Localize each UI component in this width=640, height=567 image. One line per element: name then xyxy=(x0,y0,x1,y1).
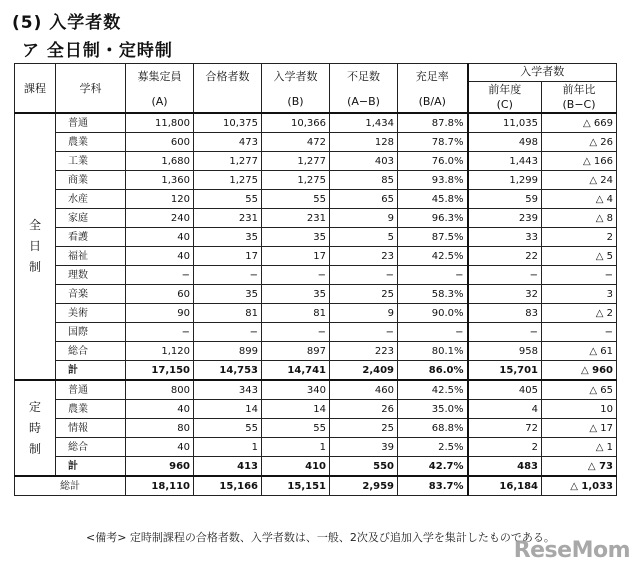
prev-year-cell: 32 xyxy=(468,285,542,304)
passed-cell: 14,753 xyxy=(194,361,262,381)
total-row xyxy=(15,457,617,477)
enrolled-cell: 14,741 xyxy=(262,361,330,381)
table-row xyxy=(15,113,617,133)
shortfall-cell: 65 xyxy=(330,190,398,209)
header-yoy: 前年比 (B−C) xyxy=(542,82,617,114)
subject-cell: 情報 xyxy=(56,419,126,438)
fill-rate-cell: 68.8% xyxy=(398,419,468,438)
passed-cell: 55 xyxy=(194,419,262,438)
quota-cell: 80 xyxy=(126,419,194,438)
table-row xyxy=(15,342,617,361)
table-row xyxy=(15,419,617,438)
subject-cell: 計 xyxy=(56,457,126,477)
quota-cell: 40 xyxy=(126,228,194,247)
table-row xyxy=(15,152,617,171)
passed-cell: 35 xyxy=(194,228,262,247)
shortfall-cell: 1,434 xyxy=(330,113,398,133)
enrolled-cell: 17 xyxy=(262,247,330,266)
passed-cell: 81 xyxy=(194,304,262,323)
prev-year-cell: 405 xyxy=(468,380,542,400)
subject-cell: 農業 xyxy=(56,133,126,152)
shortfall-cell: 223 xyxy=(330,342,398,361)
fill-rate-cell: 80.1% xyxy=(398,342,468,361)
enrolled-cell: 1,277 xyxy=(262,152,330,171)
fill-rate-cell: 83.7% xyxy=(398,476,468,496)
prev-year-cell: 83 xyxy=(468,304,542,323)
yoy-cell: △ 65 xyxy=(542,380,617,400)
shortfall-cell: 403 xyxy=(330,152,398,171)
yoy-cell: △ 17 xyxy=(542,419,617,438)
enrolled-cell: 231 xyxy=(262,209,330,228)
prev-year-cell: 498 xyxy=(468,133,542,152)
enrolled-cell: − xyxy=(262,266,330,285)
passed-cell: 1 xyxy=(194,438,262,457)
enrolled-cell: 410 xyxy=(262,457,330,477)
quota-cell: 18,110 xyxy=(126,476,194,496)
fill-rate-cell: 87.8% xyxy=(398,113,468,133)
course-char: 定 xyxy=(28,399,41,414)
prev-year-cell: − xyxy=(468,323,542,342)
header-row-1 xyxy=(15,64,617,82)
prev-year-cell: 15,701 xyxy=(468,361,542,381)
passed-cell: − xyxy=(194,323,262,342)
subject-cell: 福祉 xyxy=(56,247,126,266)
prev-year-cell: 1,443 xyxy=(468,152,542,171)
quota-cell: 1,120 xyxy=(126,342,194,361)
enrolled-cell: 55 xyxy=(262,190,330,209)
quota-cell: 60 xyxy=(126,285,194,304)
shortfall-cell: 26 xyxy=(330,400,398,419)
shortfall-cell: 550 xyxy=(330,457,398,477)
fill-rate-cell: 35.0% xyxy=(398,400,468,419)
yoy-cell: 2 xyxy=(542,228,617,247)
table-row xyxy=(15,438,617,457)
table-row xyxy=(15,323,617,342)
table-row xyxy=(15,209,617,228)
passed-cell: 343 xyxy=(194,380,262,400)
enrolled-cell: 55 xyxy=(262,419,330,438)
passed-cell: 14 xyxy=(194,400,262,419)
table-row xyxy=(15,380,617,400)
enrolled-cell: 35 xyxy=(262,228,330,247)
enrolled-cell: 1,275 xyxy=(262,171,330,190)
enrolled-cell: 340 xyxy=(262,380,330,400)
passed-cell: − xyxy=(194,266,262,285)
subject-cell: 総合 xyxy=(56,438,126,457)
course-char: 制 xyxy=(28,441,41,456)
header-fill-rate: 充足率 (B/A) xyxy=(398,64,468,114)
subject-cell: 普通 xyxy=(56,380,126,400)
shortfall-cell: 2,959 xyxy=(330,476,398,496)
course-cell xyxy=(15,380,56,476)
grand-total-label: 総計 xyxy=(15,476,126,496)
prev-year-cell: 958 xyxy=(468,342,542,361)
shortfall-cell: 128 xyxy=(330,133,398,152)
course-char: 時 xyxy=(28,420,41,435)
prev-year-cell: 72 xyxy=(468,419,542,438)
fill-rate-cell: 42.5% xyxy=(398,247,468,266)
subject-cell: 商業 xyxy=(56,171,126,190)
quota-cell: 1,680 xyxy=(126,152,194,171)
fill-rate-cell: 76.0% xyxy=(398,152,468,171)
shortfall-cell: 23 xyxy=(330,247,398,266)
yoy-cell: △ 8 xyxy=(542,209,617,228)
yoy-cell: △ 5 xyxy=(542,247,617,266)
table-row xyxy=(15,266,617,285)
shortfall-cell: − xyxy=(330,266,398,285)
quota-cell: 240 xyxy=(126,209,194,228)
yoy-cell: △ 73 xyxy=(542,457,617,477)
passed-cell: 899 xyxy=(194,342,262,361)
table-row xyxy=(15,247,617,266)
table-row xyxy=(15,171,617,190)
header-passed: 合格者数 xyxy=(194,64,262,114)
quota-cell: 90 xyxy=(126,304,194,323)
quota-cell: 1,360 xyxy=(126,171,194,190)
enrolled-cell: 472 xyxy=(262,133,330,152)
fill-rate-cell: 42.5% xyxy=(398,380,468,400)
passed-cell: 231 xyxy=(194,209,262,228)
shortfall-cell: 5 xyxy=(330,228,398,247)
passed-cell: 10,375 xyxy=(194,113,262,133)
table-row xyxy=(15,285,617,304)
fill-rate-cell: − xyxy=(398,323,468,342)
passed-cell: 55 xyxy=(194,190,262,209)
subject-cell: 国際 xyxy=(56,323,126,342)
enrollment-table xyxy=(14,63,617,496)
course-char: 日 xyxy=(28,239,41,253)
prev-year-cell: 239 xyxy=(468,209,542,228)
yoy-cell: △ 166 xyxy=(542,152,617,171)
subject-cell: 工業 xyxy=(56,152,126,171)
prev-year-cell: 483 xyxy=(468,457,542,477)
enrolled-cell: 1 xyxy=(262,438,330,457)
fill-rate-cell: 2.5% xyxy=(398,438,468,457)
quota-cell: 960 xyxy=(126,457,194,477)
passed-cell: 15,166 xyxy=(194,476,262,496)
table-row xyxy=(15,304,617,323)
header-enrolled: 入学者数 (B) xyxy=(262,64,330,114)
subject-cell: 計 xyxy=(56,361,126,381)
header-enrolled-group: 入学者数 xyxy=(468,64,617,82)
quota-cell: 17,150 xyxy=(126,361,194,381)
fill-rate-cell: 87.5% xyxy=(398,228,468,247)
subject-cell: 農業 xyxy=(56,400,126,419)
fill-rate-cell: 93.8% xyxy=(398,171,468,190)
passed-cell: 413 xyxy=(194,457,262,477)
header-subject: 学科 xyxy=(56,64,126,114)
total-row xyxy=(15,361,617,381)
yoy-cell: 10 xyxy=(542,400,617,419)
passed-cell: 17 xyxy=(194,247,262,266)
fill-rate-cell: 96.3% xyxy=(398,209,468,228)
fill-rate-cell: 90.0% xyxy=(398,304,468,323)
passed-cell: 35 xyxy=(194,285,262,304)
prev-year-cell: 22 xyxy=(468,247,542,266)
table-row xyxy=(15,400,617,419)
subject-cell: 看護 xyxy=(56,228,126,247)
yoy-cell: △ 669 xyxy=(542,113,617,133)
fill-rate-cell: 58.3% xyxy=(398,285,468,304)
subject-cell: 家庭 xyxy=(56,209,126,228)
fill-rate-cell: 42.7% xyxy=(398,457,468,477)
prev-year-cell: 4 xyxy=(468,400,542,419)
subject-cell: 音楽 xyxy=(56,285,126,304)
section-heading: (5) 入学者数 xyxy=(12,13,122,33)
quota-cell: 40 xyxy=(126,247,194,266)
fill-rate-cell: 86.0% xyxy=(398,361,468,381)
course-cell xyxy=(15,113,56,380)
quota-cell: 600 xyxy=(126,133,194,152)
passed-cell: 473 xyxy=(194,133,262,152)
subject-cell: 普通 xyxy=(56,113,126,133)
enrolled-cell: 10,366 xyxy=(262,113,330,133)
subject-cell: 理数 xyxy=(56,266,126,285)
yoy-cell: △ 61 xyxy=(542,342,617,361)
yoy-cell: △ 1,033 xyxy=(542,476,617,496)
enrolled-cell: 14 xyxy=(262,400,330,419)
yoy-cell: − xyxy=(542,266,617,285)
enrolled-cell: − xyxy=(262,323,330,342)
quota-cell: 11,800 xyxy=(126,113,194,133)
yoy-cell: △ 2 xyxy=(542,304,617,323)
table-row xyxy=(15,133,617,152)
remarks-note: <備考> 定時制課程の合格者数、入学者数は、一般、2次及び追加入学を集計したものである。 xyxy=(86,531,555,544)
quota-cell: 800 xyxy=(126,380,194,400)
subject-cell: 総合 xyxy=(56,342,126,361)
shortfall-cell: 39 xyxy=(330,438,398,457)
shortfall-cell: 85 xyxy=(330,171,398,190)
header-course: 課程 xyxy=(15,64,56,114)
quota-cell: 40 xyxy=(126,438,194,457)
passed-cell: 1,275 xyxy=(194,171,262,190)
shortfall-cell: − xyxy=(330,323,398,342)
fill-rate-cell: 45.8% xyxy=(398,190,468,209)
header-quota: 募集定員 (A) xyxy=(126,64,194,114)
shortfall-cell: 9 xyxy=(330,209,398,228)
quota-cell: 120 xyxy=(126,190,194,209)
shortfall-cell: 25 xyxy=(330,285,398,304)
table-row xyxy=(15,228,617,247)
yoy-cell: 3 xyxy=(542,285,617,304)
subject-cell: 水産 xyxy=(56,190,126,209)
yoy-cell: △ 1 xyxy=(542,438,617,457)
shortfall-cell: 25 xyxy=(330,419,398,438)
watermark-logo: ReseMom xyxy=(513,538,630,563)
fill-rate-cell: − xyxy=(398,266,468,285)
fill-rate-cell: 78.7% xyxy=(398,133,468,152)
shortfall-cell: 9 xyxy=(330,304,398,323)
grand-total-row xyxy=(15,476,617,496)
prev-year-cell: 11,035 xyxy=(468,113,542,133)
prev-year-cell: 33 xyxy=(468,228,542,247)
table-row xyxy=(15,190,617,209)
prev-year-cell: 2 xyxy=(468,438,542,457)
quota-cell: − xyxy=(126,323,194,342)
enrolled-cell: 897 xyxy=(262,342,330,361)
course-char: 全 xyxy=(28,218,41,232)
yoy-cell: △ 4 xyxy=(542,190,617,209)
enrolled-cell: 35 xyxy=(262,285,330,304)
yoy-cell: △ 24 xyxy=(542,171,617,190)
enrolled-cell: 81 xyxy=(262,304,330,323)
header-shortfall: 不足数 (A−B) xyxy=(330,64,398,114)
yoy-cell: △ 960 xyxy=(542,361,617,381)
prev-year-cell: 16,184 xyxy=(468,476,542,496)
quota-cell: 40 xyxy=(126,400,194,419)
prev-year-cell: − xyxy=(468,266,542,285)
header-prev-year: 前年度 (C) xyxy=(468,82,542,114)
course-char: 制 xyxy=(28,260,41,274)
shortfall-cell: 2,409 xyxy=(330,361,398,381)
subsection-heading: ア 全日制・定時制 xyxy=(22,41,173,61)
yoy-cell: △ 26 xyxy=(542,133,617,152)
prev-year-cell: 59 xyxy=(468,190,542,209)
passed-cell: 1,277 xyxy=(194,152,262,171)
subject-cell: 美術 xyxy=(56,304,126,323)
shortfall-cell: 460 xyxy=(330,380,398,400)
prev-year-cell: 1,299 xyxy=(468,171,542,190)
yoy-cell: − xyxy=(542,323,617,342)
enrolled-cell: 15,151 xyxy=(262,476,330,496)
quota-cell: − xyxy=(126,266,194,285)
